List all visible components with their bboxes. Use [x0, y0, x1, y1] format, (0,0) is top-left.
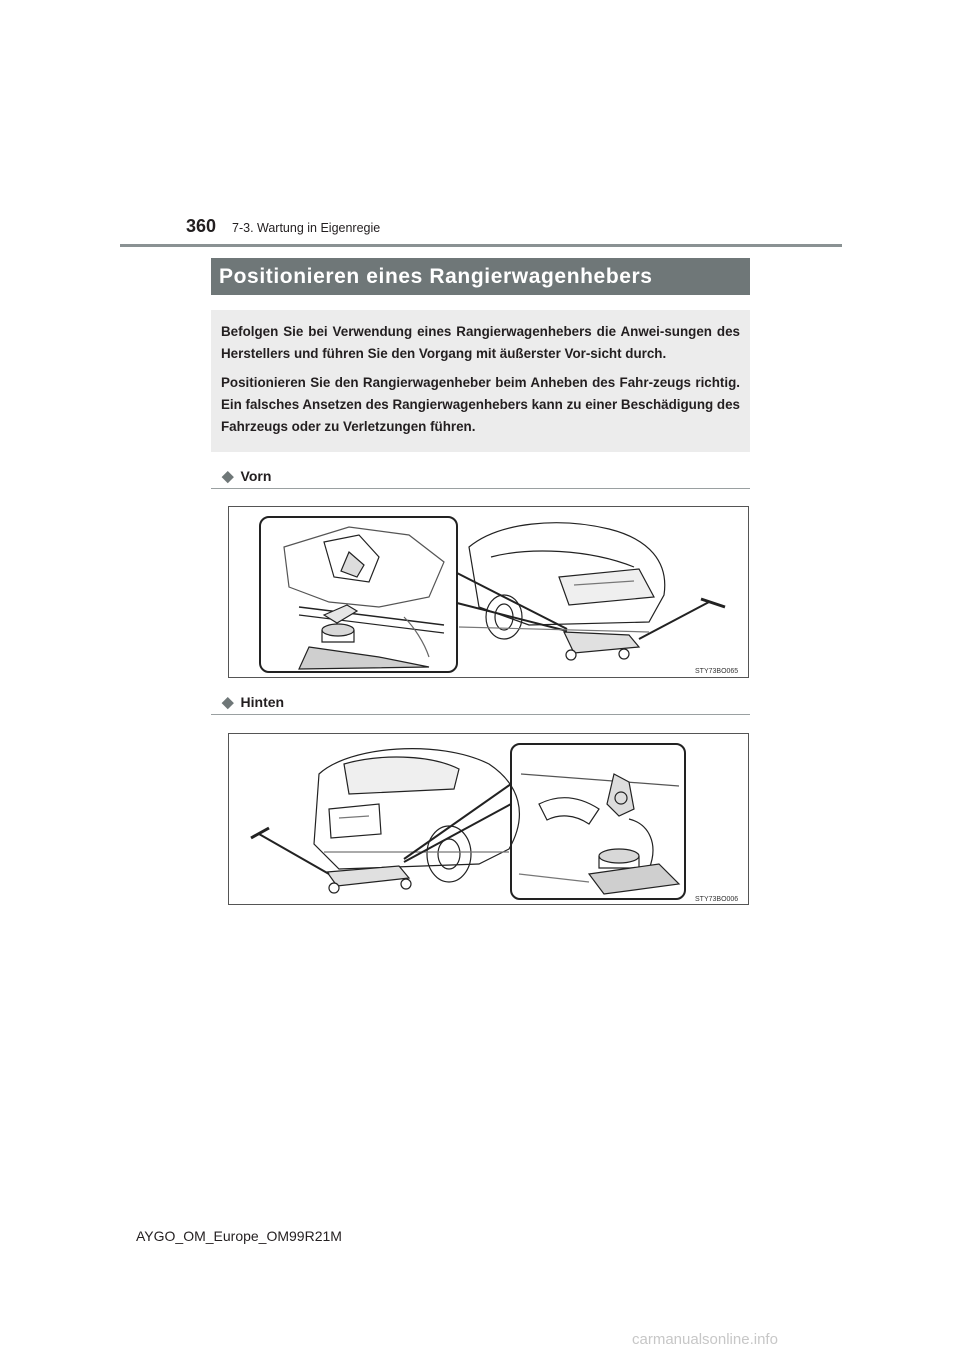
- notice-box: [211, 310, 750, 452]
- rear-figure-code: STY73BO006: [695, 896, 739, 903]
- header-divider: [120, 244, 842, 247]
- rear-heading: [222, 693, 284, 711]
- watermark: carmanualsonline.info: [632, 1331, 778, 1348]
- rear-heading-label: Hinten: [240, 694, 285, 710]
- section-title: Positionieren eines Rangierwagenhebers: [211, 258, 750, 295]
- front-heading-label: Vorn: [240, 468, 272, 484]
- front-heading: [222, 467, 271, 485]
- notice-paragraph-1: Befolgen Sie bei Verwendung eines Rangierwagenhebers die Anwei-sungen des Herstellers und führen Sie den Vorgang mit äußerster Vor-sicht durch.: [221, 324, 740, 361]
- front-jack-figure: [228, 506, 749, 678]
- page-number: 360: [186, 216, 217, 236]
- document-id: AYGO_OM_Europe_OM99R21M: [136, 1228, 342, 1244]
- diamond-bullet-icon: ◆: [222, 694, 234, 711]
- diamond-bullet-icon: ◆: [222, 468, 234, 485]
- front-heading-rule: [211, 488, 750, 489]
- front-figure-code: STY73BO065: [695, 668, 739, 675]
- notice-paragraph-2: Positionieren Sie den Rangierwagenheber beim Anheben des Fahr-zeugs richtig. Ein falsches Ansetzen des Rangierwagenhebers kann zu einer Beschädigung des Fahrzeugs oder zu Verletzungen führen.: [221, 375, 740, 434]
- front-jack-illustration: [229, 507, 750, 679]
- chapter-title: 7-3. Wartung in Eigenregie: [232, 221, 381, 235]
- rear-jack-illustration: [229, 734, 750, 906]
- rear-heading-rule: [211, 714, 750, 715]
- rear-jack-figure: [228, 733, 749, 905]
